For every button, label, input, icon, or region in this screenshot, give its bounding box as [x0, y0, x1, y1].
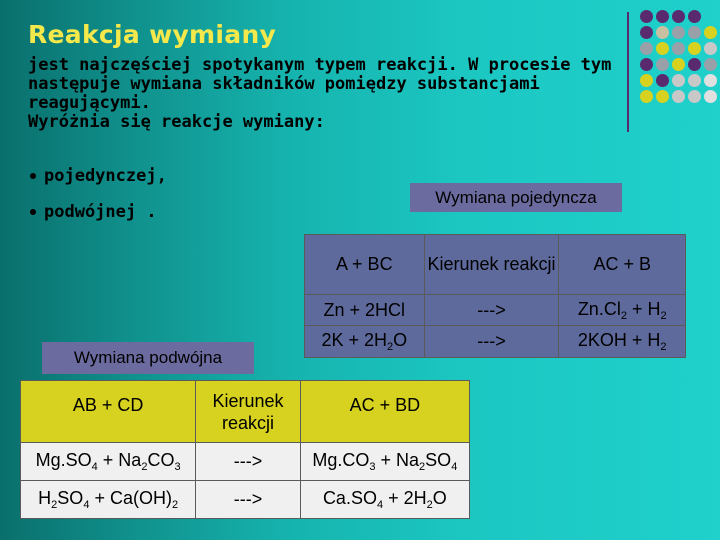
decorative-dot: [640, 90, 653, 103]
single-exchange-label: Wymiana pojedyncza: [410, 183, 622, 212]
formula-text: O: [432, 488, 447, 508]
decorative-dot: [656, 74, 669, 87]
slide-title: Reakcja wymiany: [28, 20, 277, 49]
products-cell: [559, 326, 686, 358]
decorative-dot: [640, 10, 653, 23]
header-cell: AB + CD: [21, 381, 196, 443]
header-cell: Kierunek reakcji: [196, 381, 300, 443]
bullet-item: [30, 166, 167, 186]
formula-subscript: 2: [141, 461, 148, 473]
double-exchange-table: [20, 380, 470, 519]
decorative-dot: [656, 26, 669, 39]
formula-subscript: 2: [387, 341, 394, 353]
formula-text: + H: [626, 298, 661, 319]
reactants-cell: [305, 326, 425, 358]
decorative-dot: [688, 10, 701, 23]
formula-text: Zn + 2HCl: [323, 299, 406, 320]
decorative-dot: [656, 58, 669, 71]
formula-text: O: [393, 330, 408, 350]
reactants-cell: [21, 443, 196, 481]
reactants-cell: [21, 481, 196, 519]
single-exchange-table: [304, 234, 686, 358]
decorative-dot: [640, 42, 653, 55]
decorative-dot: [656, 10, 669, 23]
intro-line: następuje wymiana składników pomiędzy substancjami: [28, 74, 540, 94]
formula-text: + Na: [375, 450, 420, 470]
formula-text: Ca.SO: [322, 488, 377, 508]
decorative-dot: [656, 42, 669, 55]
decorative-divider: [627, 12, 629, 132]
decorative-dot-grid: [640, 10, 720, 110]
direction-cell: --->: [196, 443, 300, 481]
table-row: [21, 481, 470, 519]
intro-line: jest najczęściej spotykanym typem reakcji. W procesie tym: [28, 55, 612, 75]
formula-subscript: 3: [369, 461, 376, 473]
header-cell: Kierunek reakcji: [424, 235, 559, 295]
formula-text: H: [38, 488, 52, 508]
formula-text: Mg.SO: [35, 450, 92, 470]
decorative-dot: [656, 90, 669, 103]
intro-line: Wyróżnia się reakcje wymiany:: [28, 112, 325, 132]
decorative-dot: [672, 26, 685, 39]
decorative-dot: [672, 90, 685, 103]
decorative-dot: [640, 58, 653, 71]
header-cell: AC + B: [559, 235, 686, 295]
decorative-dot: [704, 90, 717, 103]
intro-line: reagującymi.: [28, 93, 151, 113]
direction-cell: --->: [424, 295, 559, 326]
decorative-dot: [640, 26, 653, 39]
products-cell: [300, 481, 469, 519]
decorative-dot: [704, 26, 717, 39]
table-row: [305, 326, 686, 358]
formula-subscript: 4: [451, 461, 458, 473]
table-row: [21, 443, 470, 481]
decorative-dot: [688, 42, 701, 55]
direction-cell: --->: [196, 481, 300, 519]
formula-text: + Ca(OH): [89, 488, 172, 508]
decorative-dot: [704, 74, 717, 87]
formula-subscript: 2: [426, 499, 433, 511]
products-cell: [300, 443, 469, 481]
products-cell: [559, 295, 686, 326]
decorative-dot: [704, 58, 717, 71]
formula-subscript: 4: [376, 499, 384, 511]
table-header-row: [21, 381, 470, 443]
formula-text: SO: [425, 450, 452, 470]
formula-text: Zn.Cl: [577, 298, 621, 319]
decorative-dot: [672, 74, 685, 87]
formula-text: + Na: [97, 450, 142, 470]
formula-text: Mg.CO: [312, 450, 370, 470]
formula-subscript: 4: [91, 461, 98, 473]
reactants-cell: [305, 295, 425, 326]
formula-subscript: 2: [660, 341, 667, 353]
double-exchange-label: Wymiana podwójna: [42, 342, 254, 374]
decorative-dot: [688, 74, 701, 87]
formula-subscript: 2: [620, 309, 627, 322]
intro-text: [28, 56, 628, 132]
bullet-dot-icon: [30, 173, 36, 179]
header-cell: AC + BD: [300, 381, 469, 443]
table-header-row: [305, 235, 686, 295]
decorative-dot: [672, 42, 685, 55]
formula-subscript: 2: [171, 499, 179, 511]
decorative-dot: [704, 42, 717, 55]
decorative-dot: [640, 74, 653, 87]
formula-subscript: 2: [51, 499, 58, 511]
table-row: [305, 295, 686, 326]
formula-text: + 2H: [383, 488, 427, 508]
decorative-dot: [688, 26, 701, 39]
decorative-dot: [688, 90, 701, 103]
formula-subscript: 2: [419, 461, 426, 473]
decorative-dot: [672, 10, 685, 23]
bullet-item: [30, 202, 157, 222]
bullet-label: pojedynczej,: [44, 166, 167, 186]
formula-subscript: 2: [660, 309, 667, 322]
direction-cell: --->: [424, 326, 559, 358]
formula-text: 2KOH + H: [577, 330, 661, 350]
bullet-dot-icon: [30, 209, 36, 215]
formula-text: 2K + 2H: [321, 330, 387, 350]
decorative-dot: [688, 58, 701, 71]
bullet-label: podwójnej .: [44, 202, 157, 222]
formula-text: SO: [57, 488, 84, 508]
formula-text: CO: [147, 450, 175, 470]
formula-subscript: 3: [174, 461, 181, 473]
formula-subscript: 4: [83, 499, 90, 511]
header-cell: A + BC: [305, 235, 425, 295]
decorative-dot: [672, 58, 685, 71]
